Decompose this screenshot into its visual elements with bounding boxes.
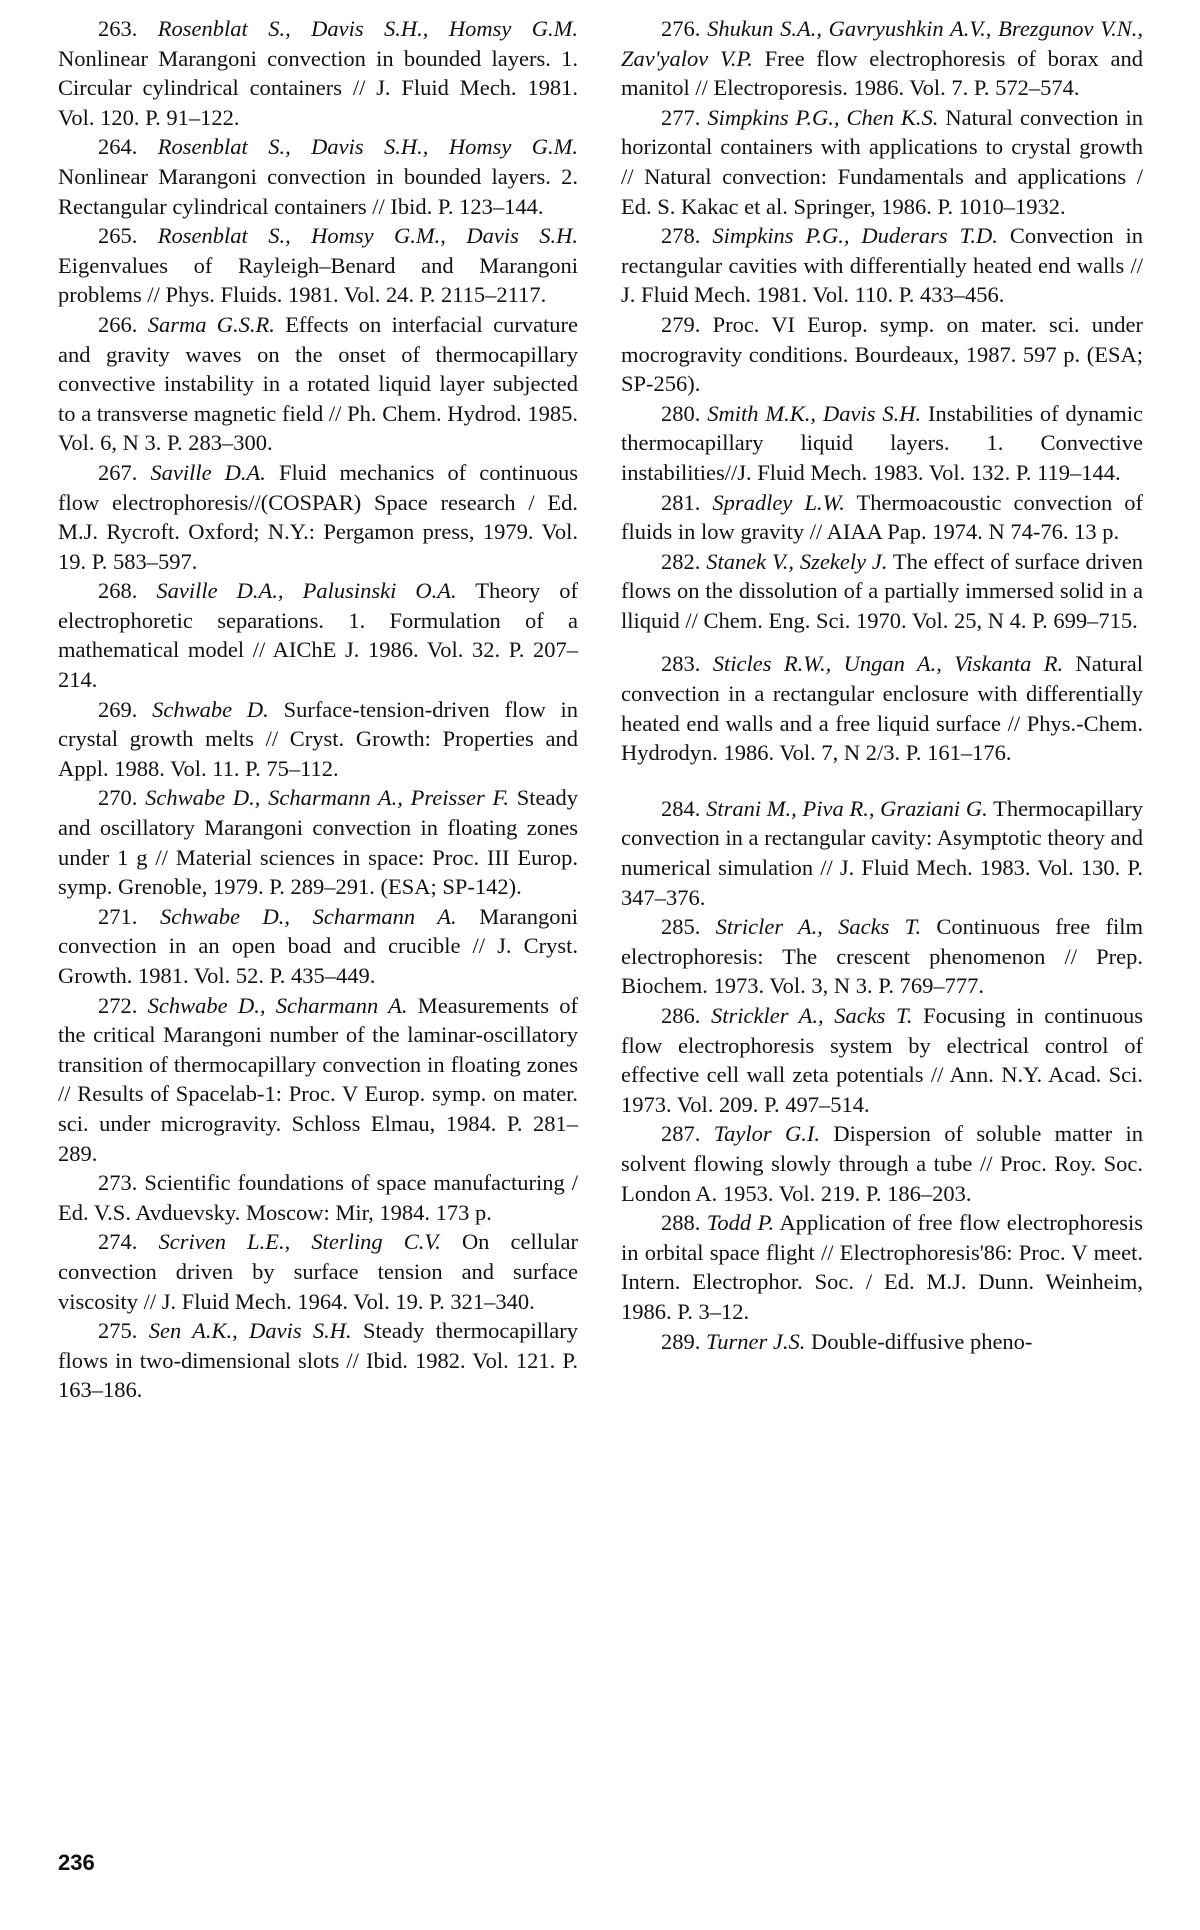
reference-entry: [58, 1316, 578, 1405]
reference-number: 282.: [661, 548, 701, 574]
reference-number: 270.: [98, 785, 138, 811]
reference-number: 288.: [661, 1210, 701, 1236]
reference-authors: Rosenblat S., Davis S.H., Homsy G.M.: [157, 134, 578, 160]
reference-entry: [58, 991, 578, 1169]
reference-text: Free flow electrophoresis of borax and manitol // Electroporesis. 1986. Vol. 7. P. 572–574.: [621, 45, 1143, 101]
reference-entry: [58, 310, 578, 458]
reference-text: Instabilities of dynamic thermocapillary liquid layers. 1. Convective instabilities//J. Fluid Mech. 1983. Vol. 132. P. 119–144.: [621, 400, 1143, 485]
reference-text: Measurements of the critical Marangoni number of the laminar-oscillatory transition of thermocapillary convection in floating zones // Results of Spacelab-1: Proc. V Europ. symp. on mater. sci. under microgravity. Schloss Elmau, 1984. P. 281–289.: [58, 992, 579, 1166]
reference-number: 284.: [661, 795, 701, 821]
reference-authors: Sarma G.S.R.: [147, 311, 275, 337]
reference-entry: [58, 576, 578, 694]
reference-text: Proc. VI Europ. symp. on mater. sci. under mocrogravity conditions. Bourdeaux, 1987. 597 p. (ESA; SP-256).: [621, 311, 1143, 397]
reference-entry: [621, 1119, 1143, 1208]
reference-text: Steady thermocapillary flows in two-dimensional slots // Ibid. 1982. Vol. 121. P. 163–186.: [58, 1318, 579, 1403]
reference-authors: Saville D.A.: [150, 459, 266, 485]
reference-entry: [621, 14, 1143, 103]
reference-text: Nonlinear Marangoni convection in bounded layers. 2. Rectangular cylindrical containers // Ibid. P. 123–144.: [58, 163, 578, 219]
reference-number: 266.: [98, 311, 138, 337]
reference-text: Eigenvalues of Rayleigh–Benard and Marangoni problems // Phys. Fluids. 1981. Vol. 24. P. 2115–2117.: [58, 252, 578, 308]
reference-entry: [621, 310, 1143, 399]
reference-authors: Saville D.A., Palusinski O.A.: [156, 578, 457, 604]
reference-authors: Schwabe D., Scharmann A., Preisser F.: [145, 785, 510, 811]
reference-authors: Strani M., Piva R., Graziani G.: [706, 795, 988, 821]
reference-authors: Simpkins P.G., Duderars T.D.: [712, 223, 998, 249]
reference-text: On cellular convection driven by surface tension and surface viscosity // J. Fluid Mech. 1964. Vol. 19. P. 321–340.: [58, 1229, 579, 1314]
reference-entry: [621, 649, 1143, 767]
reference-text: Natural convection in horizontal containers with applications to crystal growth // Natural convection: Fundamentals and applications / Ed. S. Kakac et al. Springer, 1986. P. 1010–1932.: [621, 104, 1144, 219]
reference-authors: Schwabe D., Scharmann A.: [159, 903, 457, 929]
reference-authors: Strickler A., Sacks T.: [710, 1003, 913, 1028]
reference-entry: [621, 221, 1143, 310]
reference-number: 287.: [661, 1121, 701, 1147]
reference-authors: Rosenblat S., Homsy G.M., Davis S.H.: [157, 223, 578, 249]
reference-text: Effects on interfacial curvature and gravity waves on the onset of thermocapillary convective instability in a rotated liquid layer subjected to a transverse magnetic field // Ph. Chem. Hydrod. 1985. Vol. 6, N 3. P. 283–300.: [58, 311, 579, 456]
reference-text: Dispersion of soluble matter in solvent flowing slowly through a tube // Proc. Roy. Soc. London A. 1953. Vol. 219. P. 186–203.: [621, 1121, 1144, 1206]
reference-number: 271.: [98, 903, 138, 929]
reference-text: The effect of surface driven flows on the dissolution of a partially immersed solid in a lliquid // Chem. Eng. Sci. 1970. Vol. 25, N 4. P. 699–715.: [621, 548, 1144, 633]
reference-text: Marangoni convection in an open boad and crucible // J. Cryst. Growth. 1981. Vol. 52. P. 435–449.: [58, 903, 579, 988]
reference-text: Application of free flow electrophoresis in orbital space flight // Electrophoresis'86: Proc. V meet. Intern. Electrophor. Soc. / Ed. M.J. Dunn. Weinheim, 1986. P. 3–12.: [621, 1210, 1143, 1324]
reference-authors: Taylor G.I.: [713, 1121, 821, 1147]
reference-number: 280.: [661, 400, 701, 426]
reference-entry: [58, 221, 578, 310]
reference-entry: [621, 547, 1143, 636]
reference-text: Surface-tension-driven flow in crystal growth melts // Cryst. Growth: Properties and Appl. 1988. Vol. 11. P. 75–112.: [58, 696, 579, 781]
reference-entry: [58, 14, 578, 132]
reference-number: 275.: [98, 1318, 138, 1344]
reference-entry: [58, 783, 578, 901]
reference-entry: [621, 794, 1143, 912]
reference-entry: [58, 132, 578, 221]
reference-text: Natural convection in a rectangular enclosure with differentially heated end walls and a free liquid surface // Phys.-Chem. Hydrodyn. 1986. Vol. 7, N 2/3. P. 161–176.: [621, 651, 1143, 766]
reference-entry: [58, 458, 578, 576]
right-column: [621, 14, 1143, 1356]
reference-text: Scientific foundations of space manufacturing / Ed. V.S. Avduevsky. Moscow: Mir, 1984. 173 p.: [58, 1170, 578, 1225]
reference-text: Continuous free film electrophoresis: The crescent phenomenon // Prep. Biochem. 1973. Vol. 3, N 3. P. 769–777.: [621, 914, 1143, 999]
reference-number: 279.: [661, 311, 701, 337]
reference-entry: [58, 695, 578, 784]
reference-entry: [621, 912, 1143, 1001]
reference-number: 272.: [98, 992, 138, 1018]
reference-text: Fluid mechanics of continuous flow electrophoresis//(COSPAR) Space research / Ed. M.J. Rycroft. Oxford; N.Y.: Pergamon press, 1979. Vol. 19. P. 583–597.: [58, 459, 578, 574]
reference-number: 264.: [98, 134, 138, 160]
reference-number: 265.: [98, 223, 138, 249]
reference-authors: Sticles R.W., Ungan A., Viskanta R.: [712, 651, 1064, 677]
reference-authors: Turner J.S.: [706, 1328, 806, 1354]
reference-authors: Shukun S.A., Gavryushkin A.V., Brezgunov V.N., Zav'yalov V.P.: [621, 16, 1143, 71]
reference-number: 269.: [98, 696, 138, 722]
reference-number: 289.: [661, 1328, 701, 1354]
reference-number: 277.: [661, 104, 701, 130]
left-column: [58, 14, 578, 1405]
reference-entry: [621, 488, 1143, 547]
reference-authors: Stanek V., Szekely J.: [706, 548, 888, 574]
reference-number: 278.: [661, 223, 701, 249]
reference-authors: Sen A.K., Davis S.H.: [148, 1318, 352, 1344]
reference-number: 267.: [98, 459, 138, 485]
reference-number: 285.: [661, 914, 701, 940]
reference-authors: Simpkins P.G., Chen K.S.: [707, 104, 939, 130]
reference-number: 281.: [661, 489, 701, 515]
reference-authors: Stricler A., Sacks T.: [715, 914, 922, 940]
reference-authors: Rosenblat S., Davis S.H., Homsy G.M.: [157, 16, 578, 41]
reference-authors: Schwabe D., Scharmann A.: [147, 992, 408, 1018]
reference-text: Steady and oscillatory Marangoni convection in floating zones under 1 g // Material sciences in space: Proc. III Europ. symp. Grenoble, 1979. P. 289–291. (ESA; SP-142).: [58, 785, 579, 900]
reference-authors: Scriven L.E., Sterling C.V.: [158, 1229, 441, 1255]
reference-text: Focusing in continuous flow electrophoresis system by electrical control of effective cell wall zeta potentials // Ann. N.Y. Acad. Sci. 1973. Vol. 209. P. 497–514.: [621, 1003, 1144, 1117]
reference-text: Nonlinear Marangoni convection in bounded layers. 1. Circular cylindrical containers // J. Fluid Mech. 1981. Vol. 120. P. 91–122.: [58, 45, 578, 130]
reference-authors: Todd P.: [706, 1210, 775, 1236]
reference-number: 273.: [98, 1170, 138, 1196]
reference-authors: Smith M.K., Davis S.H.: [707, 400, 922, 426]
reference-number: 263.: [98, 16, 138, 41]
reference-entry: [621, 1208, 1143, 1326]
reference-authors: Schwabe D.: [152, 696, 269, 722]
reference-entry: [621, 103, 1143, 221]
reference-entry: [621, 1327, 1143, 1357]
reference-number: 274.: [98, 1229, 138, 1255]
reference-text: Theory of electrophoretic separations. 1. Formulation of a mathematical model // AIChE J. 1986. Vol. 32. P. 207–214.: [58, 578, 579, 693]
reference-entry: [621, 1001, 1143, 1119]
reference-entry: [58, 1168, 578, 1227]
reference-number: 283.: [661, 651, 701, 677]
reference-entry: [621, 399, 1143, 488]
reference-text: Convection in rectangular cavities with differentially heated end walls // J. Fluid Mech. 1981. Vol. 110. P. 433–456.: [621, 223, 1144, 308]
reference-number: 286.: [661, 1003, 701, 1028]
reference-entry: [58, 902, 578, 991]
reference-number: 276.: [661, 16, 701, 41]
page-number: 236: [58, 1850, 95, 1875]
reference-text: Double-diffusive pheno-: [811, 1328, 1033, 1354]
reference-entry: [58, 1227, 578, 1316]
reference-authors: Spradley L.W.: [712, 489, 845, 515]
reference-number: 268.: [98, 578, 138, 604]
reference-text: Thermocapillary convection in a rectangular cavity: Asymptotic theory and numerical simulation // J. Fluid Mech. 1983. Vol. 130. P. 347–376.: [621, 795, 1144, 910]
reference-text: Thermoacoustic convection of fluids in low gravity // AIAA Pap. 1974. N 74-76. 13 p.: [621, 489, 1144, 545]
